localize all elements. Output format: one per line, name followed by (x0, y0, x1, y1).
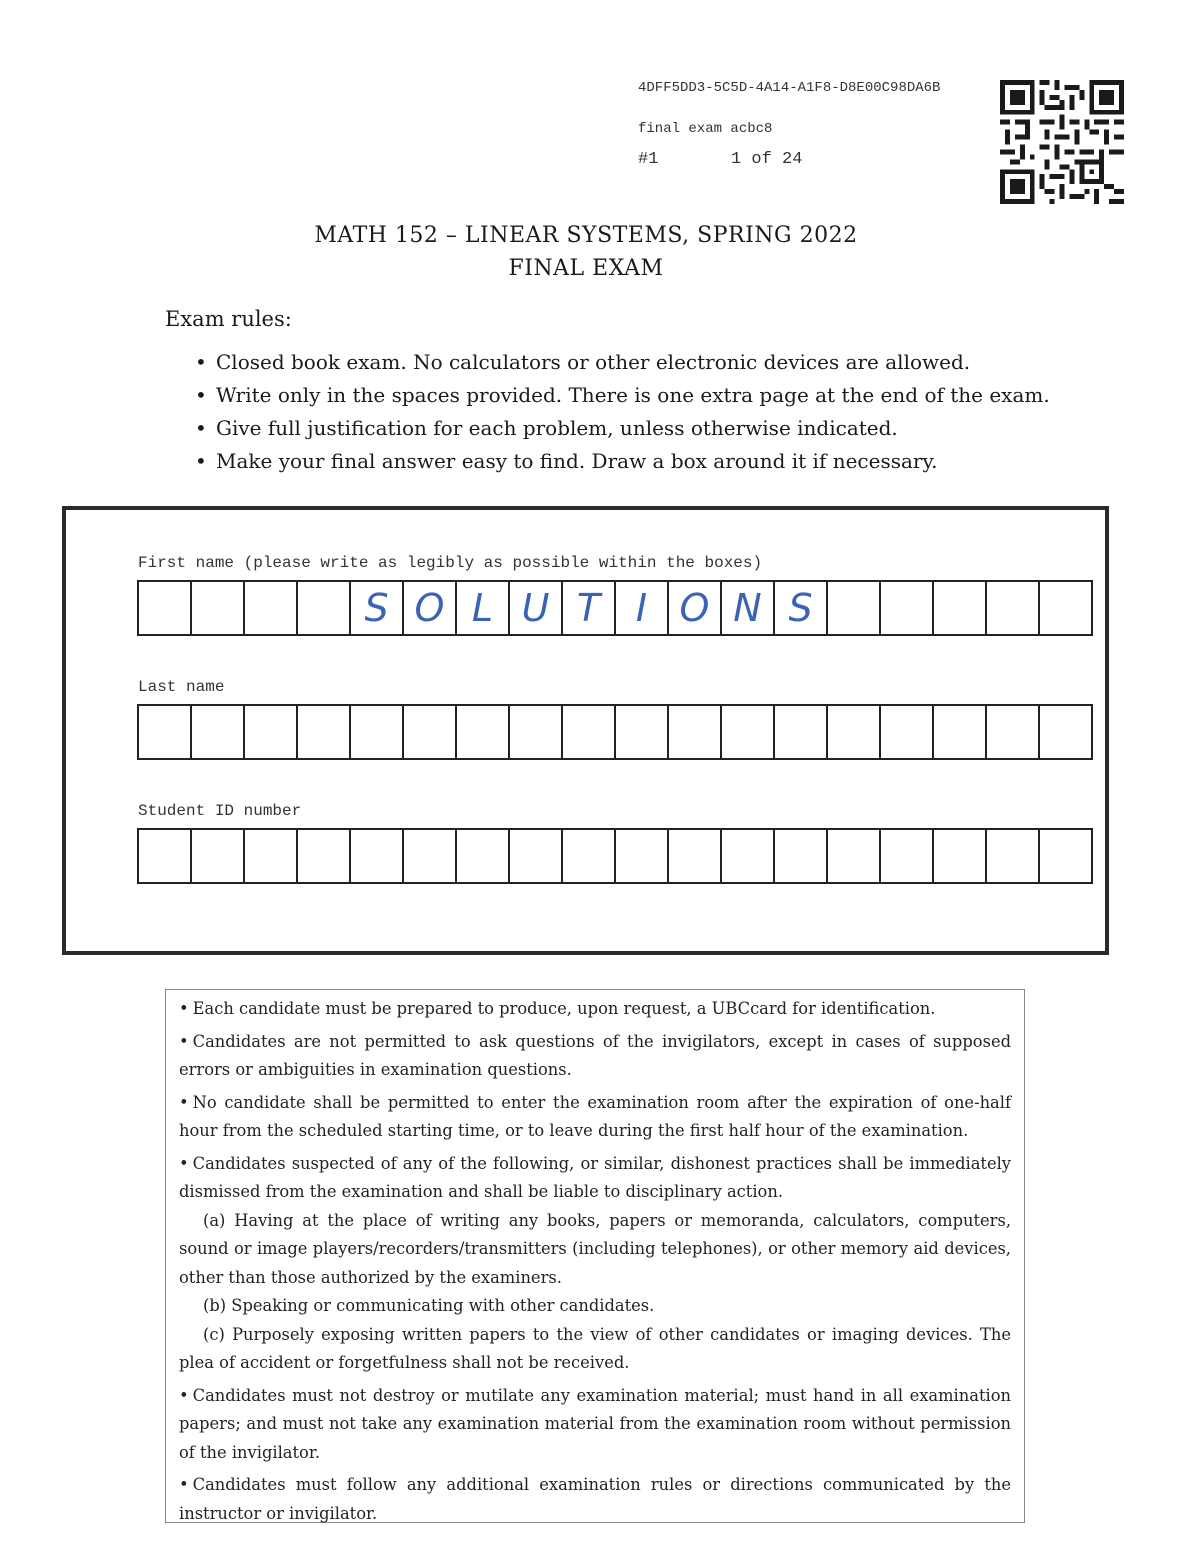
exam-title: FINAL EXAM (508, 256, 664, 281)
exam-rule-item: • Make your final answer easy to find. Draw a box around it if necessary. (195, 447, 1050, 480)
character-box[interactable] (828, 582, 881, 634)
character-box[interactable]: S (775, 582, 828, 634)
student-id-label: Student ID number (138, 802, 302, 820)
character-box[interactable] (987, 582, 1040, 634)
character-box[interactable]: I (616, 582, 669, 634)
character-box[interactable] (139, 706, 192, 758)
exam-rule-item: • Give full justification for each problem, unless otherwise indicated. (195, 414, 1050, 447)
character-box[interactable] (1040, 582, 1093, 634)
identification-panel (62, 506, 1109, 955)
regulation-paragraph: • Candidates suspected of any of the following, or similar, dishonest practices shall be immediately dismissed from the examination and shall be liable to disciplinary action. (179, 1150, 1011, 1207)
character-box[interactable]: U (510, 582, 563, 634)
regulation-subitem: (a) Having at the place of writing any books, papers or memoranda, calculators, computers, sound or image players/recorders/transmitters (including telephones), or other memory aid devices, other than those authorized by the examiners. (179, 1210, 1011, 1287)
character-box[interactable] (245, 830, 298, 882)
examination-regulations (165, 989, 1025, 1523)
character-box[interactable] (298, 706, 351, 758)
character-box[interactable] (245, 706, 298, 758)
character-box[interactable] (192, 582, 245, 634)
character-box[interactable] (404, 706, 457, 758)
last-name-label: Last name (138, 678, 225, 696)
last-name-boxes[interactable] (137, 704, 1093, 760)
qr-code (1000, 80, 1124, 204)
character-box[interactable] (510, 706, 563, 758)
exam-uuid: 4DFF5DD3-5C5D-4A14-A1F8-D8E00C98DA6B (638, 80, 941, 96)
character-box[interactable] (616, 706, 669, 758)
regulation-paragraph: • Candidates are not permitted to ask questions of the invigilators, except in cases of supposed errors or ambiguities in examination questions. (179, 1028, 1011, 1085)
character-box[interactable] (298, 830, 351, 882)
character-box[interactable] (192, 830, 245, 882)
character-box[interactable] (510, 830, 563, 882)
character-box[interactable] (457, 706, 510, 758)
character-box[interactable] (987, 830, 1040, 882)
character-box[interactable] (775, 830, 828, 882)
regulation-paragraph: • Each candidate must be prepared to produce, upon request, a UBCcard for identification. (179, 995, 1011, 1024)
character-box[interactable] (563, 830, 616, 882)
character-box[interactable] (934, 582, 987, 634)
exam-rule-item: • Write only in the spaces provided. There is one extra page at the end of the exam. (195, 381, 1050, 414)
regulation-subitem: (c) Purposely exposing written papers to the view of other candidates or imaging devices. The plea of accident or forgetfulness shall not be received. (179, 1324, 1011, 1372)
regulation-subitem: (b) Speaking or communicating with other candidates. (203, 1296, 655, 1315)
character-box[interactable] (245, 582, 298, 634)
character-box[interactable] (298, 582, 351, 634)
character-box[interactable]: O (404, 582, 457, 634)
character-box[interactable] (351, 830, 404, 882)
course-title: MATH 152 – LINEAR SYSTEMS, SPRING 2022 (314, 223, 858, 248)
exam-code: final exam acbc8 (638, 121, 773, 137)
character-box[interactable]: O (669, 582, 722, 634)
character-box[interactable] (616, 830, 669, 882)
character-box[interactable]: N (722, 582, 775, 634)
character-box[interactable] (934, 706, 987, 758)
character-box[interactable]: T (563, 582, 616, 634)
character-box[interactable] (351, 706, 404, 758)
character-box[interactable] (881, 582, 934, 634)
exam-rules-list (195, 348, 1050, 480)
character-box[interactable] (775, 706, 828, 758)
exam-rules-heading: Exam rules: (165, 307, 292, 331)
character-box[interactable]: S (351, 582, 404, 634)
regulation-paragraph: • No candidate shall be permitted to enter the examination room after the expiration of one-half hour from the scheduled starting time, or to leave during the first half hour of the examination. (179, 1089, 1011, 1146)
copy-number: #1 (638, 150, 659, 169)
character-box[interactable] (1040, 830, 1093, 882)
character-box[interactable] (722, 706, 775, 758)
exam-rule-item: • Closed book exam. No calculators or other electronic devices are allowed. (195, 348, 1050, 381)
character-box[interactable] (457, 830, 510, 882)
character-box[interactable] (1040, 706, 1093, 758)
character-box[interactable] (881, 706, 934, 758)
character-box[interactable] (563, 706, 616, 758)
page-number: 1 of 24 (731, 150, 803, 169)
character-box[interactable] (828, 830, 881, 882)
character-box[interactable] (669, 830, 722, 882)
character-box[interactable] (987, 706, 1040, 758)
regulation-paragraph: • Candidates must follow any additional examination rules or directions communicated by the instructor or invigilator. (179, 1471, 1011, 1528)
character-box[interactable] (404, 830, 457, 882)
character-box[interactable] (828, 706, 881, 758)
character-box[interactable] (139, 582, 192, 634)
character-box[interactable] (722, 830, 775, 882)
regulation-paragraph: • Candidates must not destroy or mutilate any examination material; must hand in all examination papers; and must not take any examination material from the examination room without permission of the invigilator. (179, 1382, 1011, 1468)
character-box[interactable] (139, 830, 192, 882)
first-name-boxes[interactable] (137, 580, 1093, 636)
character-box[interactable] (192, 706, 245, 758)
character-box[interactable] (934, 830, 987, 882)
character-box[interactable] (669, 706, 722, 758)
first-name-label: First name (please write as legibly as possible within the boxes) (138, 554, 763, 572)
character-box[interactable]: L (457, 582, 510, 634)
character-box[interactable] (881, 830, 934, 882)
student-id-boxes[interactable] (137, 828, 1093, 884)
